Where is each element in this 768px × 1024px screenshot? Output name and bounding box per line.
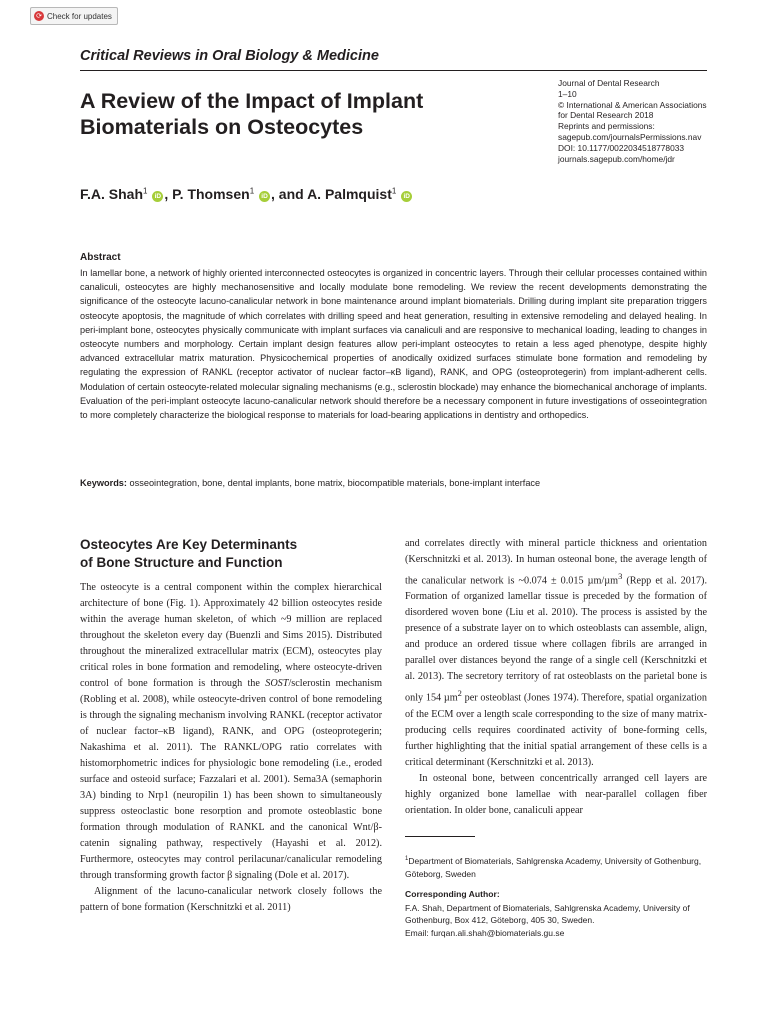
body-column-right: [405, 536, 707, 819]
gene-name: SOST: [265, 678, 289, 689]
author-name: , and A. Palmquist: [271, 186, 392, 202]
journal-name: Journal of Dental Research: [558, 78, 660, 88]
affiliation-marker: 1: [143, 186, 148, 196]
copyright-line: for Dental Research 2018: [558, 110, 654, 121]
orcid-icon[interactable]: iD: [259, 191, 270, 202]
author-list: [80, 186, 413, 202]
keywords: [80, 477, 707, 490]
header-divider: [80, 70, 707, 71]
author-name: , P. Thomsen: [164, 186, 250, 202]
journal-section-title: Critical Reviews in Oral Biology & Medicine: [80, 48, 379, 64]
affiliation-footnote: [405, 853, 707, 881]
section-heading-line: Osteocytes Are Key Determinants: [80, 537, 298, 552]
superscript: 2: [457, 688, 462, 699]
body-text: The osteocyte is a central component within the complex hierarchical architecture of bone (Fig. 1). Approximately 42 billion osteocytes reside within the average human skeleton, of which ~9 million are replaced throughout the skeleton every day (Buenzli and Sims 2015). Distributed throughout the mineralized extracellular matrix (ECM), osteocytes play critical roles in bone formation and remodeling, where osteocyte-driven control of bone formation is through the: [80, 582, 382, 689]
copyright-line: © International & American Associations: [558, 99, 707, 110]
affiliation-marker: 1: [249, 186, 255, 196]
section-heading: [80, 536, 380, 572]
keywords-list: osseointegration, bone, dental implants, bone matrix, biocompatible materials, bone-implant interface: [126, 478, 541, 488]
orcid-icon[interactable]: iD: [152, 191, 163, 202]
footnote-divider: [405, 836, 475, 837]
corresponding-email[interactable]: Email: furqan.ali.shah@biomaterials.gu.se: [405, 927, 565, 938]
orcid-icon[interactable]: iD: [401, 191, 412, 202]
section-heading-line: of Bone Structure and Function: [80, 555, 283, 570]
body-paragraph: Alignment of the lacuno-canalicular network closely follows the pattern of bone formation (Kerschnitzki et al. 2011): [80, 886, 382, 913]
article-title: [80, 88, 540, 140]
check-for-updates-badge[interactable]: [30, 7, 118, 25]
footnote-text: Department of Biomaterials, Sahlgrenska Academy, University of Gothenburg, Göteborg, Sweden: [405, 855, 702, 879]
doi[interactable]: DOI: 10.1177/0022034518778033: [558, 142, 685, 153]
check-for-updates-label: Check for updates: [47, 11, 112, 21]
body-paragraph: In osteonal bone, between concentrically arranged cell layers are highly organized bone lamellae with near-parallel collagen fiber orientation. In older bone, canaliculi appear: [405, 772, 707, 816]
update-icon: ⟳: [34, 11, 44, 21]
title-line: Biomaterials on Osteocytes: [80, 115, 364, 139]
footnote-marker: 1: [405, 856, 409, 862]
title-line: A Review of the Impact of Implant: [80, 89, 424, 113]
body-text: (Repp et al. 2017). Formation of organized lamellar tissue is preceded by the formation of disordered woven bone (Liu et al. 2010). The process is assisted by the presence of a substrate layer on to which osteoblasts can assemble, align, and produce an ordered tissue where collagen fibrils are arranged in parallel over distances beyond the range of a single cell (Kerschnitzki et al. 2013). The secretory territory of rat osteoblasts on the parietal bone is only 154 µm: [405, 575, 707, 704]
reprints-label: Reprints and permissions:: [558, 121, 655, 132]
superscript: 3: [618, 571, 623, 581]
body-column-left: [80, 580, 382, 916]
abstract-text: In lamellar bone, a network of highly oriented interconnected osteocytes is organized in concentric layers. Through their cellular processes contained within canaliculi, osteocytes are highly mechanosensitive and locally modulate bone remodeling. We review the recent developments demonstrating the significance of the osteocyte lacuno-canalicular network in bone maintenance around implant biomaterials. Drilling during implant site preparation triggers osteocyte apoptosis, the magnitude of which correlates with drilling speed and heat generation, resulting in extensive remodeling and delayed healing. In peri-implant bone, osteocytes physically communicate with implant surfaces via canaliculi and are responsive to mechanical loading, leading to changes in osteocyte numbers and morphology. Certain implant design features allow peri-implant osteocytes to retain a less aged phenotype, despite highly advanced extracellular matrix maturation. Physicochemical properties of anodically oxidized surfaces stimulate bone formation and remodeling by regulating the expression of RANKL (receptor activator of nuclear factor–κB ligand), RANK, and OPG (osteoprotegerin) from implant-adherent cells. Modulation of certain osteocyte-related molecular signaling mechanisms (e.g., sclerostin blockade) may enhance the biomechanical anchorage of implants. Evaluation of the peri-implant osteocyte lacuno-canalicular network should therefore be a necessary component in future investigations of osseointegration to more completely characterize the biological response to materials for load-bearing applications in dentistry and orthopedics.: [80, 268, 707, 421]
keywords-label: Keywords:: [80, 478, 127, 488]
affiliation-marker: 1: [391, 186, 397, 196]
abstract-heading: Abstract: [80, 252, 121, 263]
corresponding-address: F.A. Shah, Department of Biomaterials, Sahlgrenska Academy, University of Gothenburg, Box 412, Göteborg, 405 30, Sweden.: [405, 903, 690, 926]
permissions-link[interactable]: sagepub.com/journalsPermissions.nav: [558, 131, 702, 142]
body-text: per osteoblast (Jones 1974). Therefore, spatial organization of the ECM over a length scale corresponding to the size of many matrix-producing cells requires coordinated activity of bone-forming cells, further highlighting that the initial spatial arrangement of these cells is a critical determinant (Kerschnitzki et al. 2013).: [405, 692, 707, 768]
body-paragraph: [405, 536, 707, 771]
page-range: 1–10: [558, 88, 577, 99]
corresponding-author-label: Corresponding Author:: [405, 889, 500, 899]
body-text: /sclerostin mechanism (Robling et al. 2008), while osteocyte-driven control of bone remodeling is through the signaling mechanism involving RANKL (receptor activator of nuclear factor–κB ligand), RANK, and OPG (osteoprotegerin; Nakashima et al. 2011). The RANKL/OPG ratio correlates with histomorphometric indices for physiologic bone remodeling (i.e., eroded surface and osteoid surface; Fazzalari et al. 2001). Sema3A (semaphorin 3A) binding to Nrp1 (neuropilin 1) has been shown to simultaneously suppress osteoclastic bone resorption and promote osteoblastic bone formation through modulation of RANKL and the canonical Wnt/β-catenin signaling pathway, respectively (Hayashi et al. 2012). Furthermore, osteocytes may control perilacunar/canalicular remodeling through transforming growth factor β signaling (Dole et al. 2017).: [80, 678, 382, 881]
journal-link[interactable]: journals.sagepub.com/home/jdr: [558, 153, 675, 164]
author-name: F.A. Shah: [80, 186, 144, 202]
journal-meta: [558, 78, 718, 164]
body-text: and correlates directly with mineral particle thickness and orientation (Kerschnitzki et al. 2013). In human osteonal bone, the average length of the canalicular network is ~0.074 ± 0.015 µm/µm: [405, 538, 707, 587]
body-paragraph: [80, 580, 382, 884]
corresponding-author-details: [405, 902, 707, 939]
